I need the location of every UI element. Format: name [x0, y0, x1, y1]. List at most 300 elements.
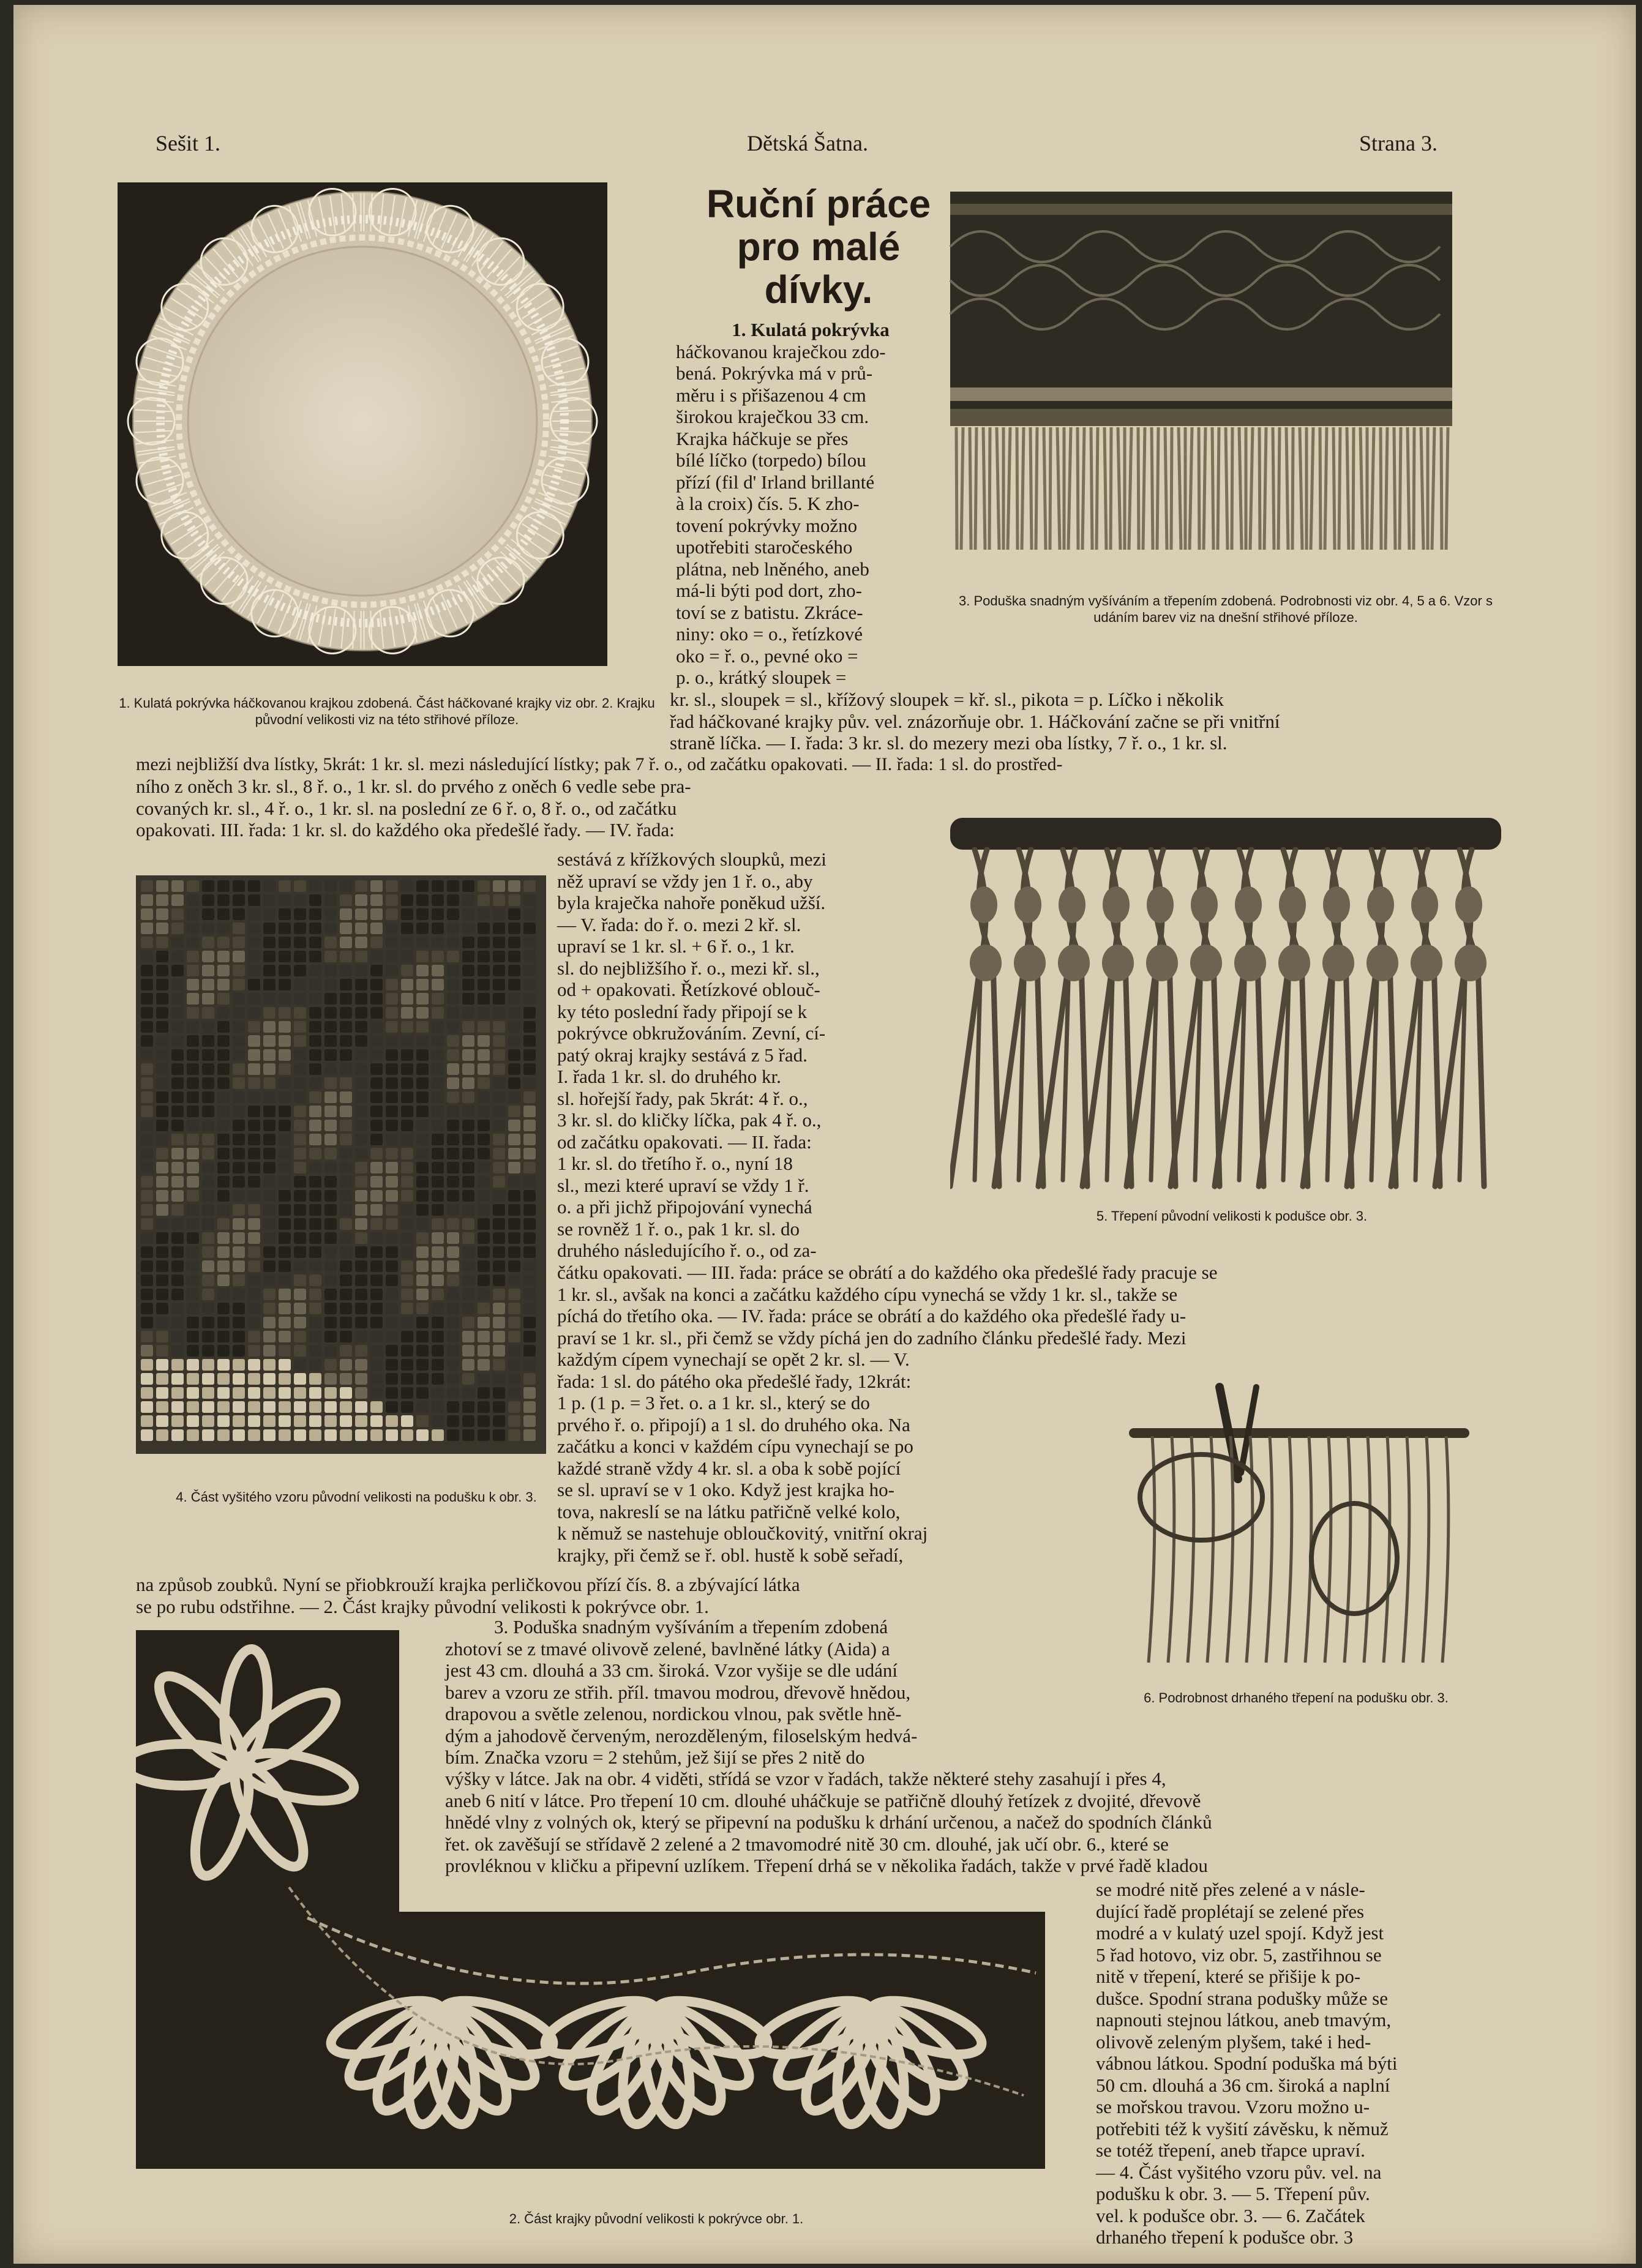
stitch-cell: [309, 1204, 321, 1216]
fringe-knot: [1366, 945, 1398, 981]
stitch-cell: [416, 1359, 429, 1371]
stitch-cell: [370, 1134, 383, 1145]
cushion-fringe-strand: [1226, 427, 1228, 550]
text-line: na způsob zoubků. Nyní se přiobkrouží krajka perličkovou přízí čís. 8. a zbývající látka: [136, 1574, 800, 1595]
text-line: Krajka háčkuje se přes: [676, 427, 849, 449]
text-line: vel. k podušce obr. 3. — 6. Začátek: [1096, 2204, 1365, 2226]
stitch-cell: [263, 1162, 276, 1173]
stitch-cell: [141, 1232, 153, 1244]
stitch-cell: [171, 1274, 184, 1286]
stitch-cell: [263, 1359, 276, 1371]
stitch-cell: [141, 1401, 153, 1413]
stitch-cell: [202, 937, 214, 948]
stitch-cell: [508, 1401, 520, 1413]
stitch-cell: [355, 1415, 367, 1427]
stitch-cell: [187, 1274, 199, 1286]
page-title: Ruční práce pro malé dívky.: [706, 182, 931, 312]
stitch-cell: [401, 1415, 413, 1427]
figure-2-caption: 2. Část krajky původní velikosti k pokrývce obr. 1.: [509, 2211, 804, 2226]
stitch-cell: [279, 951, 291, 962]
stitch-cell: [386, 1232, 398, 1244]
cushion-fringe-strand: [1044, 427, 1046, 550]
stitch-cell: [309, 1148, 321, 1159]
stitch-cell: [493, 1176, 505, 1188]
stitch-cell: [294, 908, 306, 920]
stitch-cell: [508, 1232, 520, 1244]
stitch-cell: [462, 965, 474, 976]
stitch-cell: [523, 894, 536, 906]
stitch-cell: [156, 951, 168, 962]
stitch-cell: [279, 1331, 291, 1342]
stitch-cell: [355, 1387, 367, 1399]
stitch-cell: [279, 993, 291, 1005]
page: [13, 5, 1636, 2264]
stitch-cell: [523, 1120, 536, 1131]
text-line: se totéž třepení, aneb třapce upraví.: [1096, 2139, 1365, 2161]
text-line: provléknou v kličku a připevní uzlíkem. Třepení drhá se v několika řadách, takže v prvé řadě kladou: [445, 1855, 1208, 1876]
stitch-cell: [355, 1359, 367, 1371]
text-line: barev a vzoru ze střih. příl. tmavou modrou, dřevově hnědou,: [445, 1681, 911, 1703]
stitch-cell: [340, 1091, 352, 1103]
stitch-cell: [309, 1162, 321, 1173]
stitch-cell: [171, 1176, 184, 1188]
stitch-cell: [233, 1387, 245, 1399]
text-line: řet. ok zavěšují se střídavě 2 zelené a 2 tmavomodré nitě 30 cm. dlouhé, jak učí obr. 6., které se: [445, 1833, 1169, 1855]
fringe-knot: [1367, 886, 1394, 923]
stitch-cell: [370, 1049, 383, 1061]
article-wide-a1: [670, 689, 1490, 754]
stitch-cell: [279, 1373, 291, 1385]
stitch-cell: [248, 1218, 260, 1230]
stitch-cell: [233, 1260, 245, 1272]
stitch-cell: [187, 1415, 199, 1427]
text-line: čátku opakovati. — III. řada: práce se obrátí a do každého oka předešlé řady pracuje se: [557, 1262, 1218, 1283]
stitch-cell: [294, 1218, 306, 1230]
stitch-cell: [523, 951, 536, 962]
stitch-cell: [233, 1373, 245, 1385]
stitch-cell: [202, 1106, 214, 1117]
stitch-cell: [401, 1345, 413, 1357]
stitch-cell: [141, 1359, 153, 1371]
stitch-cell: [202, 1429, 214, 1441]
stitch-cell: [324, 1317, 337, 1328]
stitch-cell: [263, 993, 276, 1005]
cushion-fringe-strand: [989, 427, 990, 550]
stitch-cell: [478, 1091, 490, 1103]
stitch-cell: [233, 965, 245, 976]
stitch-cell: [141, 1317, 153, 1328]
cushion-fringe-strand: [975, 427, 977, 550]
stitch-cell: [508, 1162, 520, 1173]
stitch-cell: [324, 1415, 337, 1427]
stitch-cell: [370, 1415, 383, 1427]
stitch-cell: [447, 1148, 459, 1159]
stitch-cell: [340, 1176, 352, 1188]
stitch-cell: [447, 1190, 459, 1202]
stitch-cell: [355, 1190, 367, 1202]
stitch-cell: [478, 965, 490, 976]
cushion-fringe-strand: [1385, 427, 1387, 550]
cushion-fringe-strand: [970, 427, 971, 550]
stitch-cell: [462, 1260, 474, 1272]
text-line: každé straně vždy 4 kr. sl. a oba k sobě pojící: [557, 1457, 901, 1479]
stitch-cell: [340, 1063, 352, 1075]
stitch-cell: [202, 1218, 214, 1230]
stitch-cell: [171, 923, 184, 934]
stitch-cell: [493, 993, 505, 1005]
stitch-cell: [478, 1401, 490, 1413]
stitch-cell: [156, 1204, 168, 1216]
stitch-cell: [202, 1035, 214, 1047]
cushion-fringe-strand: [1394, 427, 1395, 550]
stitch-cell: [156, 1162, 168, 1173]
article-column-b: [557, 848, 940, 1262]
text-line: krajky, při čemž se ř. obl. hustě k sobě seřadí,: [557, 1544, 904, 1566]
stitch-cell: [294, 1303, 306, 1314]
text-line: tova, nakreslí se na látku patřičně velké kolo,: [557, 1500, 901, 1522]
stitch-cell: [309, 1387, 321, 1399]
cushion-fringe-strand: [1212, 427, 1213, 550]
stitch-cell: [217, 923, 230, 934]
stitch-cell: [171, 1359, 184, 1371]
stitch-cell: [478, 1345, 490, 1357]
stitch-cell: [508, 1134, 520, 1145]
fringe-knot: [1411, 886, 1438, 923]
stitch-cell: [233, 1134, 245, 1145]
stitch-cell: [416, 1190, 429, 1202]
stitch-cell: [309, 1021, 321, 1033]
figure-6-knotting-detail: [1097, 1375, 1495, 1681]
text-line: upotřebiti staročeského: [676, 536, 853, 558]
stitch-cell: [263, 1021, 276, 1033]
stitch-cell: [401, 1303, 413, 1314]
stitch-cell: [416, 1317, 429, 1328]
stitch-cell: [478, 923, 490, 934]
stitch-cell: [416, 1120, 429, 1131]
stitch-cell: [248, 1106, 260, 1117]
cushion-fringe-strand: [1264, 427, 1266, 550]
stitch-cell: [523, 965, 536, 976]
stitch-cell: [141, 894, 153, 906]
stitch-cell: [309, 1134, 321, 1145]
stitch-cell: [217, 1415, 230, 1427]
stitch-cell: [156, 908, 168, 920]
text-line: se modré nitě přes zelené a v násle-: [1096, 1879, 1365, 1900]
stitch-cell: [386, 1317, 398, 1328]
stitch-cell: [386, 993, 398, 1005]
stitch-cell: [370, 894, 383, 906]
text-line: 1. Kulatá pokrývka: [732, 319, 890, 340]
stitch-cell: [447, 1106, 459, 1117]
stitch-cell: [355, 965, 367, 976]
text-line: píchá do třetího oka. — IV. řada: práce se obrátí a do každého oka předešlé řady u-: [557, 1305, 1187, 1327]
stitch-cell: [187, 1077, 199, 1089]
stitch-cell: [294, 1260, 306, 1272]
stitch-cell: [309, 1415, 321, 1427]
stitch-cell: [416, 1387, 429, 1399]
stitch-cell: [187, 923, 199, 934]
stitch-cell: [171, 1429, 184, 1441]
stitch-cell: [263, 1274, 276, 1286]
stitch-cell: [386, 1359, 398, 1371]
stitch-cell: [294, 1077, 306, 1089]
stitch-cell: [279, 1021, 291, 1033]
stitch-cell: [386, 923, 398, 934]
cushion-fringe-strand: [1259, 427, 1260, 550]
stitch-cell: [401, 1204, 413, 1216]
stitch-cell: [263, 965, 276, 976]
stitch-cell: [432, 1317, 444, 1328]
stitch-cell: [523, 1359, 536, 1371]
stitch-cell: [248, 1387, 260, 1399]
stitch-cell: [447, 1359, 459, 1371]
stitch-cell: [202, 1303, 214, 1314]
stitch-cell: [324, 1260, 337, 1272]
stitch-cell: [416, 1218, 429, 1230]
stitch-cell: [294, 1063, 306, 1075]
stitch-cell: [294, 951, 306, 962]
stitch-cell: [324, 1176, 337, 1188]
stitch-cell: [493, 1246, 505, 1258]
stitch-cell: [217, 993, 230, 1005]
stitch-cell: [187, 1190, 199, 1202]
cushion-fringe-strand: [1204, 427, 1205, 550]
stitch-cell: [401, 908, 413, 920]
stitch-cell: [279, 1077, 291, 1089]
stitch-cell: [401, 1120, 413, 1131]
stitch-cell: [447, 1176, 459, 1188]
stitch-cell: [263, 1246, 276, 1258]
text-line: sl. do nejbližšího ř. o., mezi kř. sl.,: [557, 957, 820, 979]
stitch-cell: [416, 1049, 429, 1061]
text-line: dušce. Spodní strana podušky může se: [1096, 1987, 1388, 2009]
stitch-cell: [401, 1289, 413, 1300]
stitch-cell: [462, 908, 474, 920]
stitch-cell: [432, 1035, 444, 1047]
stitch-cell: [171, 1091, 184, 1103]
stitch-cell: [187, 1359, 199, 1371]
knotting-detail-illustration: [1097, 1375, 1495, 1681]
stitch-cell: [523, 1106, 536, 1117]
stitch-cell: [523, 908, 536, 920]
stitch-cell: [508, 1049, 520, 1061]
stitch-cell: [294, 937, 306, 948]
stitch-cell: [462, 1021, 474, 1033]
stitch-cell: [248, 979, 260, 990]
stitch-cell: [447, 923, 459, 934]
text-line: řad háčkované krajky pův. vel. znázorňuje obr. 1. Háčkování začne se při vnitřní: [670, 710, 1280, 732]
stitch-cell: [141, 951, 153, 962]
stitch-cell: [294, 1289, 306, 1300]
stitch-cell: [340, 951, 352, 962]
stitch-cell: [370, 993, 383, 1005]
stitch-cell: [355, 1148, 367, 1159]
stitch-cell: [324, 1091, 337, 1103]
stitch-cell: [248, 1345, 260, 1357]
stitch-cell: [187, 1289, 199, 1300]
cushion-fringe-strand: [1353, 427, 1354, 550]
stitch-cell: [263, 1176, 276, 1188]
stitch-cell: [478, 1077, 490, 1089]
stitch-cell: [263, 1401, 276, 1413]
stitch-cell: [340, 1162, 352, 1173]
stitch-cell: [187, 1331, 199, 1342]
stitch-cell: [141, 880, 153, 892]
stitch-cell: [156, 1232, 168, 1244]
stitch-cell: [523, 1176, 536, 1188]
cushion-fringe-strand: [1022, 427, 1024, 550]
stitch-cell: [432, 1190, 444, 1202]
stitch-cell: [156, 1429, 168, 1441]
stitch-cell: [340, 1359, 352, 1371]
stitch-cell: [263, 908, 276, 920]
stitch-cell: [355, 908, 367, 920]
figure-3-cushion: [944, 192, 1458, 559]
stitch-cell: [370, 1077, 383, 1089]
stitch-cell: [156, 1274, 168, 1286]
stitch-cell: [309, 1289, 321, 1300]
fringe-knot: [1014, 945, 1046, 981]
stitch-cell: [355, 923, 367, 934]
stitch-cell: [508, 923, 520, 934]
stitch-cell: [401, 1021, 413, 1033]
stitch-cell: [447, 1387, 459, 1399]
stitch-cell: [447, 965, 459, 976]
stitch-cell: [309, 1246, 321, 1258]
lace-detail-illustration: [136, 1630, 1045, 2199]
stitch-cell: [233, 880, 245, 892]
stitch-cell: [462, 1007, 474, 1019]
stitch-cell: [340, 1317, 352, 1328]
stitch-cell: [416, 1176, 429, 1188]
article-column-a: [676, 319, 945, 689]
text-line: se sl. upraví se v 1 oko. Když jest krajka ho-: [557, 1479, 894, 1500]
stitch-cell: [217, 1317, 230, 1328]
stitch-cell: [493, 1190, 505, 1202]
stitch-cell: [202, 979, 214, 990]
stitch-cell: [202, 923, 214, 934]
stitch-cell: [493, 1401, 505, 1413]
stitch-cell: [217, 1021, 230, 1033]
stitch-cell: [462, 937, 474, 948]
stitch-cell: [370, 1246, 383, 1258]
stitch-cell: [340, 1303, 352, 1314]
stitch-cell: [462, 1162, 474, 1173]
stitch-cell: [386, 1218, 398, 1230]
stitch-cell: [156, 1373, 168, 1385]
stitch-cell: [202, 1049, 214, 1061]
stitch-cell: [202, 1176, 214, 1188]
stitch-cell: [171, 1035, 184, 1047]
text-line: od + opakovati. Řetízkové oblouč-: [557, 979, 820, 1000]
stitch-cell: [416, 979, 429, 990]
stitch-cell: [523, 1274, 536, 1286]
stitch-cell: [202, 1120, 214, 1131]
stitch-cell: [187, 1063, 199, 1075]
stitch-cell: [279, 1162, 291, 1173]
stitch-cell: [508, 1387, 520, 1399]
stitch-cell: [324, 1274, 337, 1286]
stitch-cell: [202, 1190, 214, 1202]
stitch-cell: [187, 1232, 199, 1244]
stitch-cell: [447, 979, 459, 990]
stitch-cell: [370, 1021, 383, 1033]
stitch-cell: [187, 1204, 199, 1216]
stitch-cell: [156, 1345, 168, 1357]
stitch-cell: [386, 1049, 398, 1061]
stitch-cell: [202, 1007, 214, 1019]
stitch-cell: [263, 1373, 276, 1385]
stitch-cell: [248, 1176, 260, 1188]
text-line: modré a v kulatý uzel spojí. Když jest: [1096, 1922, 1384, 1944]
stitch-cell: [340, 979, 352, 990]
text-line: niny: oko = o., řetízkové: [676, 623, 863, 645]
text-line: 3. Poduška snadným vyšíváním a třepením zdobená: [494, 1616, 888, 1637]
stitch-cell: [386, 1106, 398, 1117]
stitch-cell: [217, 979, 230, 990]
stitch-cell: [523, 1373, 536, 1385]
stitch-cell: [294, 1162, 306, 1173]
stitch-cell: [508, 1120, 520, 1131]
stitch-cell: [478, 1176, 490, 1188]
cushion-fringe-strand: [1171, 427, 1172, 550]
stitch-cell: [493, 965, 505, 976]
stitch-cell: [141, 1331, 153, 1342]
stitch-cell: [233, 1415, 245, 1427]
text-line: má-li býti pod dort, zho-: [676, 580, 862, 601]
stitch-cell: [248, 1190, 260, 1202]
stitch-cell: [171, 1063, 184, 1075]
stitch-cell: [508, 965, 520, 976]
text-line: sestává z křížkových sloupků, mezi: [557, 848, 827, 870]
stitch-cell: [447, 1035, 459, 1047]
stitch-cell: [370, 1190, 383, 1202]
stitch-cell: [386, 1007, 398, 1019]
text-line: druhého následujícího ř. o., od za-: [557, 1240, 817, 1261]
stitch-cell: [355, 894, 367, 906]
stitch-cell: [263, 1303, 276, 1314]
stitch-cell: [187, 979, 199, 990]
text-line: covaných kr. sl., 4 ř. o., 1 kr. sl. na poslední ze 6 ř. o, 8 ř. o., od začátku: [136, 797, 677, 819]
figure-6-caption: 6. Podrobnost drhaného třepení na podušku obr. 3.: [1144, 1690, 1449, 1705]
stitch-cell: [508, 1274, 520, 1286]
cushion-fringe-strand: [1446, 427, 1448, 550]
cushion-fringe-strand: [1286, 427, 1288, 550]
stitch-cell: [462, 1063, 474, 1075]
stitch-cell: [217, 1331, 230, 1342]
stitch-cell: [263, 880, 276, 892]
stitch-cell: [355, 1317, 367, 1328]
fringe-illustration: [950, 813, 1501, 1205]
stitch-cell: [508, 1289, 520, 1300]
stitch-cell: [386, 1077, 398, 1089]
stitch-cell: [401, 923, 413, 934]
stitch-cell: [447, 1345, 459, 1357]
stitch-cell: [478, 1190, 490, 1202]
stitch-cell: [432, 965, 444, 976]
stitch-cell: [462, 1049, 474, 1061]
stitch-cell: [523, 1204, 536, 1216]
stitch-cell: [171, 1401, 184, 1413]
stitch-cell: [447, 1274, 459, 1286]
stitch-cell: [202, 1373, 214, 1385]
stitch-cell: [156, 1415, 168, 1427]
stitch-cell: [370, 923, 383, 934]
text-line: se rovněž 1 ř. o., pak 1 kr. sl. do: [557, 1218, 800, 1240]
stitch-cell: [202, 1345, 214, 1357]
stitch-cell: [462, 1274, 474, 1286]
stitch-cell: [141, 1260, 153, 1272]
